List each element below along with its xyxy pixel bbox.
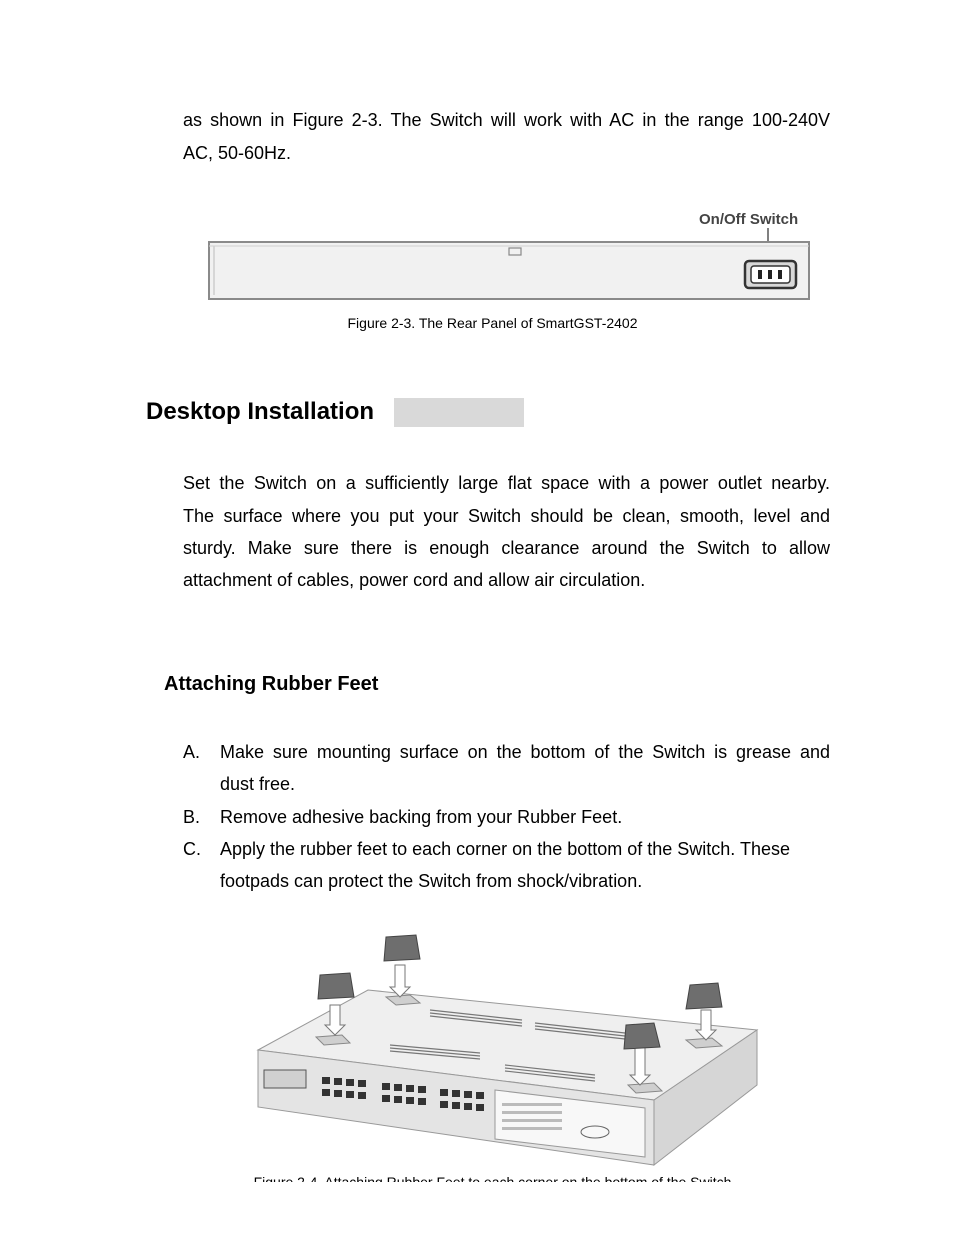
list-item-c <box>183 833 833 899</box>
desktop-line-3: sturdy. Make sure there is enough clearance around the Switch to allow <box>183 538 830 558</box>
intro-line-2: AC, 50-60Hz. <box>183 143 292 163</box>
list-item-a <box>183 736 833 802</box>
page-bottom-mask <box>0 1182 954 1242</box>
list-item-text: Make sure mounting surface on the bottom of the Switch is grease and <box>220 742 830 762</box>
front-label <box>264 1070 306 1088</box>
list-marker: A. <box>183 742 201 762</box>
list-marker: B. <box>183 807 201 827</box>
desktop-line-4: attachment of cables, power cord and allow air circulation. <box>183 570 646 590</box>
rear-panel-figure <box>200 200 820 310</box>
list-marker: C. <box>183 839 201 859</box>
heading-decor-bar <box>394 398 524 427</box>
desktop-installation-heading: Desktop Installation <box>146 398 375 425</box>
desktop-line-2: The surface where you put your Switch should be clean, smooth, level and <box>183 506 830 526</box>
on-off-switch-label: On/Off Switch <box>699 211 799 228</box>
intro-line-1: as shown in Figure 2-3. The Switch will work with AC in the range 100-240V <box>183 110 830 130</box>
figure-2-3-caption: Figure 2-3. The Rear Panel of SmartGST-2402 <box>347 315 638 331</box>
list-item-text-cont: footpads can protect the Switch from shock/vibration. <box>220 871 643 891</box>
rubber-feet-figure <box>250 925 770 1175</box>
list-item-text: Remove adhesive backing from your Rubber Feet. <box>220 807 623 827</box>
list-item-b <box>183 801 833 834</box>
list-item-text-cont: dust free. <box>220 774 296 794</box>
list-item-text: Apply the rubber feet to each corner on the bottom of the Switch. These <box>220 839 791 859</box>
attaching-rubber-feet-heading: Attaching Rubber Feet <box>164 673 379 695</box>
desktop-line-1: Set the Switch on a sufficiently large flat space with a power outlet nearby. <box>183 473 830 493</box>
